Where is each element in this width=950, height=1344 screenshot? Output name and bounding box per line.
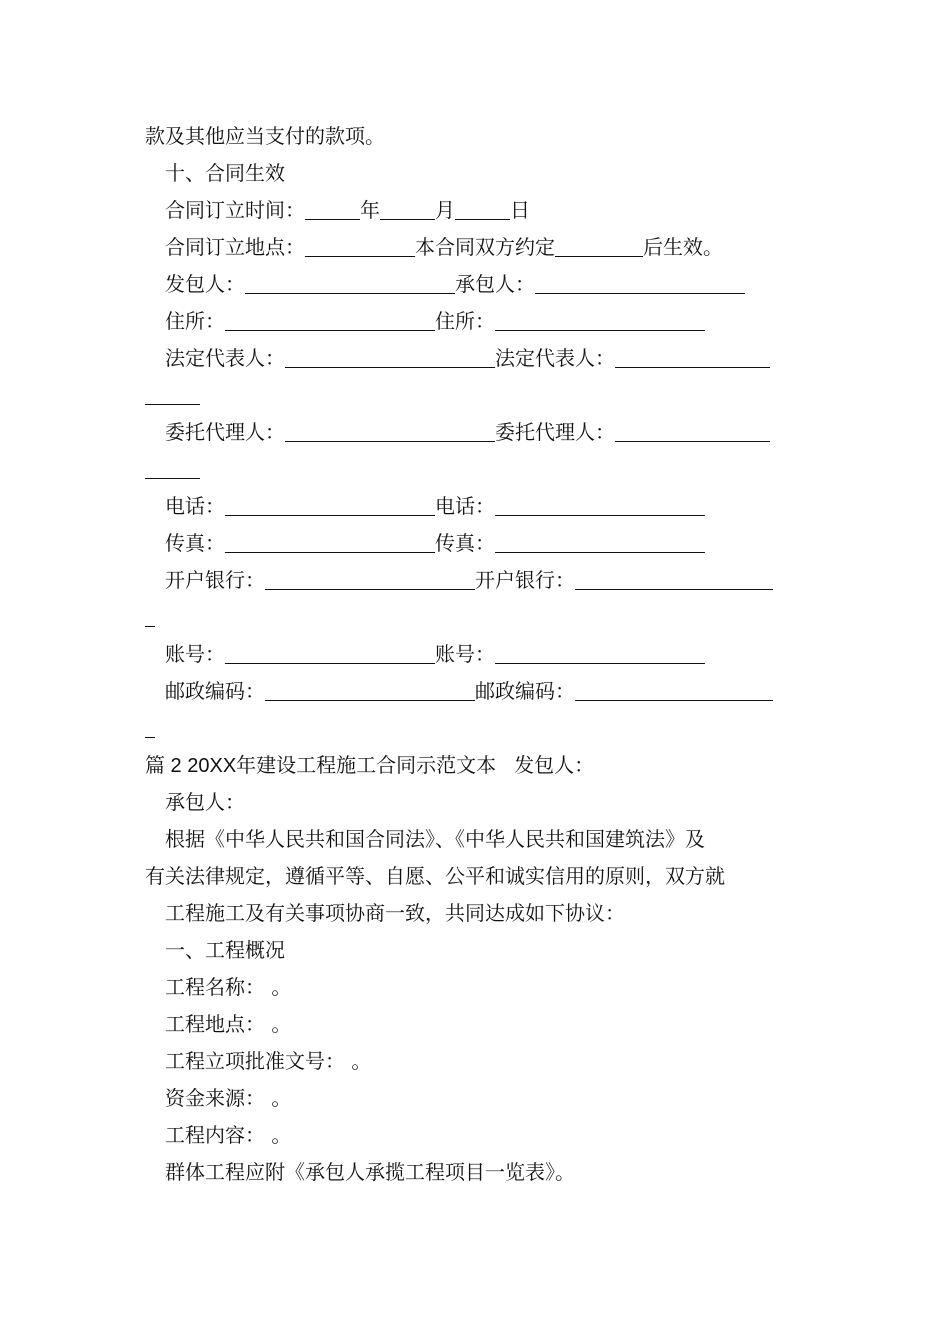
- legal-rep-line: 法定代表人： 法定代表人：: [145, 340, 810, 377]
- address-line: 住所： 住所：: [145, 303, 810, 340]
- blank-field[interactable]: [575, 567, 773, 590]
- party-line: 发包人： 承包人：: [145, 266, 810, 303]
- paragraph-line: 工程施工及有关事项协商一致，共同达成如下协议：: [165, 901, 625, 925]
- section-title: 篇 2 20XX年建设工程施工合同示范文本 发包人：: [145, 753, 595, 777]
- blank-field[interactable]: [285, 345, 495, 368]
- agent-line: 委托代理人： 委托代理人：: [145, 414, 810, 451]
- blank-field[interactable]: [555, 234, 643, 257]
- text-line: 工程名称： 。: [165, 975, 292, 999]
- wrap-line: [145, 710, 810, 747]
- blank-field[interactable]: [145, 604, 155, 627]
- blank-field[interactable]: [225, 530, 435, 553]
- text-line: 群体工程应附《承包人承揽工程项目一览表》。: [165, 1160, 575, 1184]
- blank-field[interactable]: [285, 419, 495, 442]
- contract-date-line: 合同订立时间： 年 月 日: [165, 198, 530, 222]
- blank-field[interactable]: [305, 234, 415, 257]
- text-line: 资金来源： 。: [165, 1086, 292, 1110]
- section-heading: 一、工程概况: [165, 938, 285, 962]
- blank-field[interactable]: [535, 271, 745, 294]
- blank-field[interactable]: [225, 641, 435, 664]
- blank-field[interactable]: [145, 715, 155, 738]
- blank-field[interactable]: [495, 530, 705, 553]
- phone-line: 电话： 电话：: [145, 488, 810, 525]
- blank-field[interactable]: [145, 456, 200, 479]
- blank-field[interactable]: [615, 419, 770, 442]
- account-line: 账号： 账号：: [145, 636, 810, 673]
- blank-field[interactable]: [455, 197, 510, 220]
- blank-field[interactable]: [615, 345, 770, 368]
- bank-line: 开户银行： 开户银行：: [145, 562, 810, 599]
- text-line: 工程内容： 。: [165, 1123, 292, 1147]
- blank-field[interactable]: [495, 308, 705, 331]
- section-heading: 十、合同生效: [165, 161, 285, 185]
- blank-field[interactable]: [495, 641, 705, 664]
- blank-field[interactable]: [380, 197, 435, 220]
- wrap-line: [145, 599, 810, 636]
- contract-place-line: 合同订立地点： 本合同双方约定 后生效。: [165, 235, 723, 259]
- fax-line: 传真： 传真：: [145, 525, 810, 562]
- document-page: [145, 118, 810, 1191]
- blank-field[interactable]: [265, 678, 475, 701]
- blank-field[interactable]: [225, 308, 435, 331]
- blank-field[interactable]: [495, 493, 705, 516]
- blank-field[interactable]: [245, 271, 455, 294]
- text-line: 承包人：: [165, 790, 245, 814]
- text-line: 工程立项批准文号： 。: [165, 1049, 372, 1073]
- wrap-line: [145, 451, 810, 488]
- blank-field[interactable]: [225, 493, 435, 516]
- blank-field[interactable]: [145, 382, 200, 405]
- paragraph-line: 根据《中华人民共和国合同法》、《中华人民共和国建筑法》及: [165, 827, 705, 851]
- postcode-line: 邮政编码： 邮政编码：: [145, 673, 810, 710]
- blank-field[interactable]: [265, 567, 475, 590]
- paragraph-line: 有关法律规定，遵循平等、自愿、公平和诚实信用的原则，双方就: [145, 864, 725, 888]
- blank-field[interactable]: [575, 678, 773, 701]
- text-line: 工程地点： 。: [165, 1012, 292, 1036]
- blank-field[interactable]: [305, 197, 360, 220]
- wrap-line: [145, 377, 810, 414]
- text-line: 款及其他应当支付的款项。: [145, 124, 385, 148]
